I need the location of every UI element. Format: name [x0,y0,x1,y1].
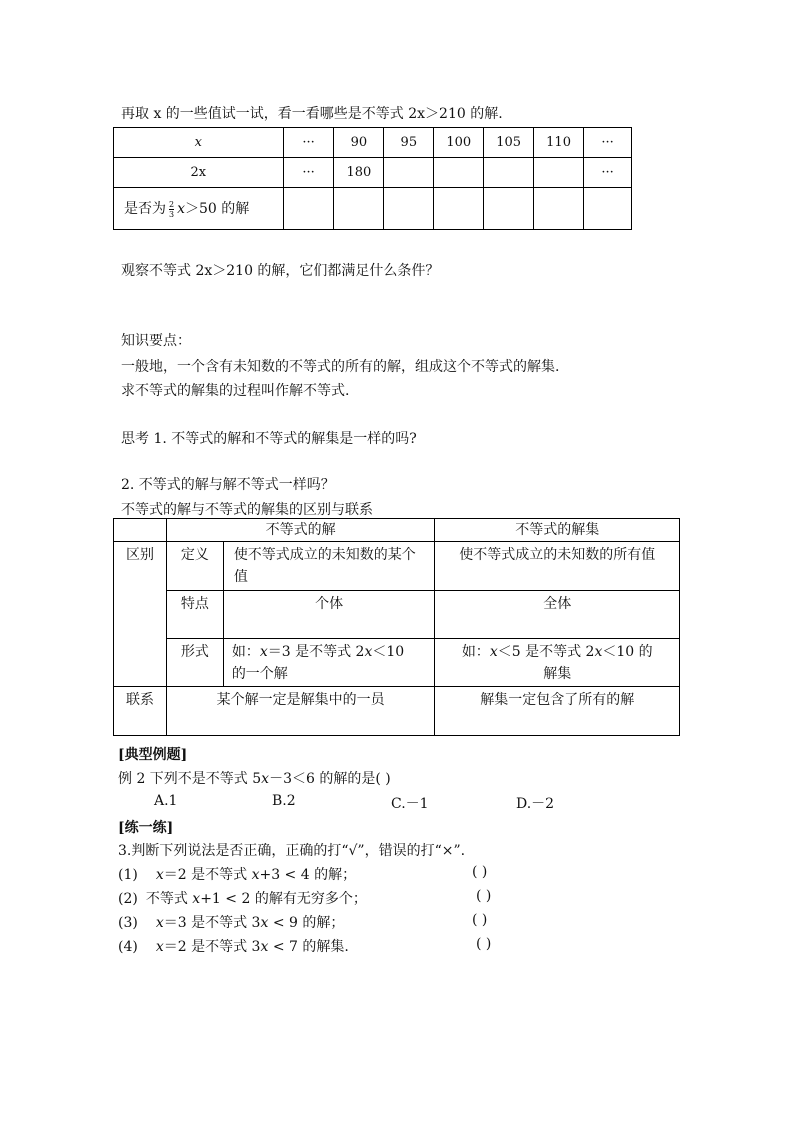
form-set-prefix: 如： [461,644,490,660]
answer-paren: ( ) [476,936,492,952]
feature-solution-set: 全体 [435,591,680,639]
item-text: ＝3 是不等式 3 [163,915,261,931]
feature-solution: 个体 [223,591,435,639]
form-set-mid: ＜5 是不等式 2 [497,644,595,660]
answer-paren: ( ) [472,912,488,928]
item-var2: x [260,915,269,931]
item-number: (2) [118,891,138,907]
form-solution-mid: ＝3 是不等式 2 [267,644,365,660]
header-solution-set: 不等式的解集 [435,519,680,542]
y-cell [384,158,434,188]
link-solution-set: 解集一定包含了所有的解 [435,687,680,736]
comparison-table [113,518,680,736]
question-prefix: 是否为 [124,201,166,218]
corner-cell [114,519,167,542]
answer-cell [283,188,334,230]
question-x: x [177,201,185,218]
item-number: (3) [118,915,138,931]
practice-item [118,864,356,884]
answer-cell [584,188,632,230]
item-text2: < 9 的解； [268,915,345,931]
item-text: ＝2 是不等式 3 [163,939,261,955]
question-suffix: ＞50 的解 [185,201,250,218]
answer-cell [434,188,484,230]
observe-question: 观察不等式 2x＞210 的解，它们都满足什么条件？ [121,263,440,279]
x-cell: 90 [334,128,384,158]
feature-label: 特点 [166,591,223,639]
answer-cell [534,188,584,230]
item-var2: x [260,939,269,955]
form-solution-var2: x [364,644,373,660]
example-question [118,768,391,788]
option-a: A.1 [154,793,178,809]
practice-question: 3.判断下列说法是否正确，正确的打“√”，错误的打“×”. [118,843,466,859]
definition-solution-set: 使不等式成立的未知数的所有值 [435,542,680,591]
x-cell: ··· [584,128,632,158]
x-cell: 105 [484,128,534,158]
knowledge-line-2: 求不等式的解集的过程叫作解不等式. [121,383,350,399]
value-table [113,127,632,230]
x-label: x [114,128,284,158]
y-cell: 180 [334,158,384,188]
example-header: [典型例题] [118,747,188,763]
knowledge-title: 知识要点： [121,333,191,349]
answer-cell [334,188,384,230]
item-number: (4) [118,939,138,955]
practice-item [118,936,349,956]
form-set-var: x [489,644,498,660]
link-label: 联系 [114,687,167,736]
practice-item [118,912,344,932]
fraction-num: 2 [169,199,175,209]
option-d: D.－2 [516,796,555,812]
item-number: (1) [118,867,138,883]
answer-cell [384,188,434,230]
item-var2: x [251,867,260,883]
form-solution-prefix: 如： [231,644,260,660]
item-text2: +3 < 4 的解； [259,867,357,883]
think-question-2: 2. 不等式的解与解不等式一样吗？ [121,477,335,493]
form-set-end: ＜10 的 [602,644,653,660]
item-var: x [155,915,164,931]
form-set-var2: x [594,644,603,660]
form-solution-line2: 的一个解 [231,666,288,682]
answer-paren: ( ) [472,864,488,880]
item-text2: < 7 的解集. [268,939,349,955]
think-question-1: 思考 1. 不等式的解和不等式的解集是一样的吗? [121,431,417,447]
x-cell: 100 [434,128,484,158]
knowledge-line-1: 一般地，一个含有未知数的不等式的所有的解，组成这个不等式的解集. [121,359,560,375]
form-solution-var: x [259,644,268,660]
item-text: 不等式 [145,891,193,907]
y-cell [534,158,584,188]
form-solution-set [435,639,680,687]
y-label: 2x [114,158,284,188]
definition-label: 定义 [166,542,223,591]
example-text-b: －3＜6 的解的是( ) [269,771,391,787]
x-cell: 110 [534,128,584,158]
form-label: 形式 [166,639,223,687]
answer-paren: ( ) [476,888,492,904]
x-cell: ··· [283,128,334,158]
item-text2: +1 < 2 的解有无穷多个； [200,891,367,907]
x-cell: 95 [384,128,434,158]
practice-header: [练一练] [118,820,174,836]
fraction-den: 3 [169,209,175,219]
y-cell: ··· [283,158,334,188]
form-solution-end: ＜10 [372,644,405,660]
y-cell: ··· [584,158,632,188]
y-cell [484,158,534,188]
item-var: x [155,939,164,955]
difference-label: 区别 [114,542,167,687]
item-var: x [155,867,164,883]
y-cell [434,158,484,188]
item-var2: x [192,891,201,907]
form-solution [223,639,435,687]
practice-item [118,888,367,908]
form-set-line2: 解集 [543,666,572,682]
fraction [169,200,174,219]
link-solution: 某个解一定是解集中的一员 [166,687,435,736]
question-label [114,188,284,230]
definition-solution: 使不等式成立的未知数的某个值 [223,542,435,591]
example-var: x [261,771,270,787]
example-text-a: 例 2 下列不是不等式 5 [118,771,262,787]
option-b: B.2 [272,793,296,809]
header-solution: 不等式的解 [166,519,435,542]
option-c: C.－1 [391,796,429,812]
item-text: ＝2 是不等式 [163,867,252,883]
intro-text: 再取 x 的一些值试一试，看一看哪些是不等式 2x＞210 的解. [121,106,503,122]
table2-title: 不等式的解与不等式的解集的区别与联系 [121,502,373,518]
answer-cell [484,188,534,230]
